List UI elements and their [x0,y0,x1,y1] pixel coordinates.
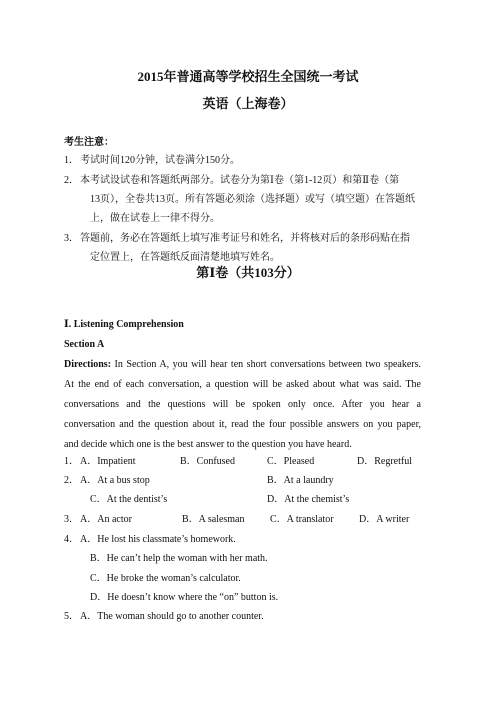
notice-1-number: 1． [64,155,79,166]
question-5-number: 5． [64,611,79,622]
question-2-option-b: B．At a laundry [267,475,334,486]
question-2-option-a: A．At a bus stop [80,475,150,486]
question-4-option-b: B．He can’t help the woman with her math. [90,553,268,564]
section-number: Ⅰ [64,319,69,330]
section-title: . Listening Comprehension [68,319,184,330]
directions-line-1 [64,358,421,371]
directions-text-1: In Section A, you will hear ten short conversations between two speakers. [111,359,421,370]
notice-2-line-2: 13页），全卷共13页。所有答题必须涂（选择题）或写（填空题）在答题纸 [90,194,415,205]
question-2-number: 2． [64,475,79,486]
notice-heading: 考生注意： [64,137,114,148]
question-3-option-b: B．A salesman [182,514,245,525]
question-2-option-d: D．At the chemist’s [267,494,350,505]
question-1-option-c: C．Pleased [267,456,315,467]
section-heading [64,318,184,331]
question-3-option-d: D．A writer [359,514,410,525]
exam-title: 2015年普通高等学校招生全国统一考试 [137,69,359,84]
question-5-option-a: A．The woman should go to another counter. [80,611,264,622]
question-3-option-c: C．A translator [270,514,334,525]
notice-3-line-1: 答题前，务必在答题纸上填写准考证号和姓名，并将核对后的条形码贴在指 [80,233,410,244]
notice-3-line-2: 定位置上，在答题纸反面清楚地填写姓名。 [90,252,280,263]
question-1-option-a: A．Impatient [80,456,136,467]
question-1-option-d: D．Regretful [357,456,412,467]
question-3-number: 3． [64,514,79,525]
notice-2-line-3: 上，做在试卷上一律不得分。 [90,213,220,224]
directions-line-2: At the end of each conversation, a question will be asked about what was said. The [64,379,421,390]
directions-label: Directions: [64,359,112,370]
notice-1-text: 考试时间120分钟，试卷满分150分。 [80,155,240,166]
question-4-option-d: D．He doesn’t know where the “on” button is. [90,592,279,603]
notice-3-number: 3． [64,233,79,244]
part-title: 第Ⅰ卷（共103分） [196,265,300,280]
directions-line-4: conversation and the question about it, read the four possible answers on you paper, [64,419,421,430]
question-4-option-c: C．He broke the woman’s calculator. [90,573,241,584]
question-1-number: 1． [64,456,79,467]
question-1-option-b: B．Confused [180,456,235,467]
notice-2-number: 2． [64,175,79,186]
subsection-heading: Section A [64,339,105,350]
exam-subtitle: 英语（上海卷） [202,96,294,111]
question-4-option-a: A．He lost his classmate’s homework. [80,534,236,545]
notice-2-line-1: 本考试设试卷和答题纸两部分。试卷分为第Ⅰ卷（第1-12页）和第Ⅱ卷（第 [80,175,400,186]
directions-line-5: and decide which one is the best answer to the question you have heard. [64,439,352,450]
question-3-option-a: A．An actor [80,514,132,525]
directions-line-3: conversations and the questions will be spoken only once. After you hear a [64,399,421,410]
question-2-option-c: C．At the dentist’s [90,494,168,505]
question-4-number: 4． [64,534,79,545]
